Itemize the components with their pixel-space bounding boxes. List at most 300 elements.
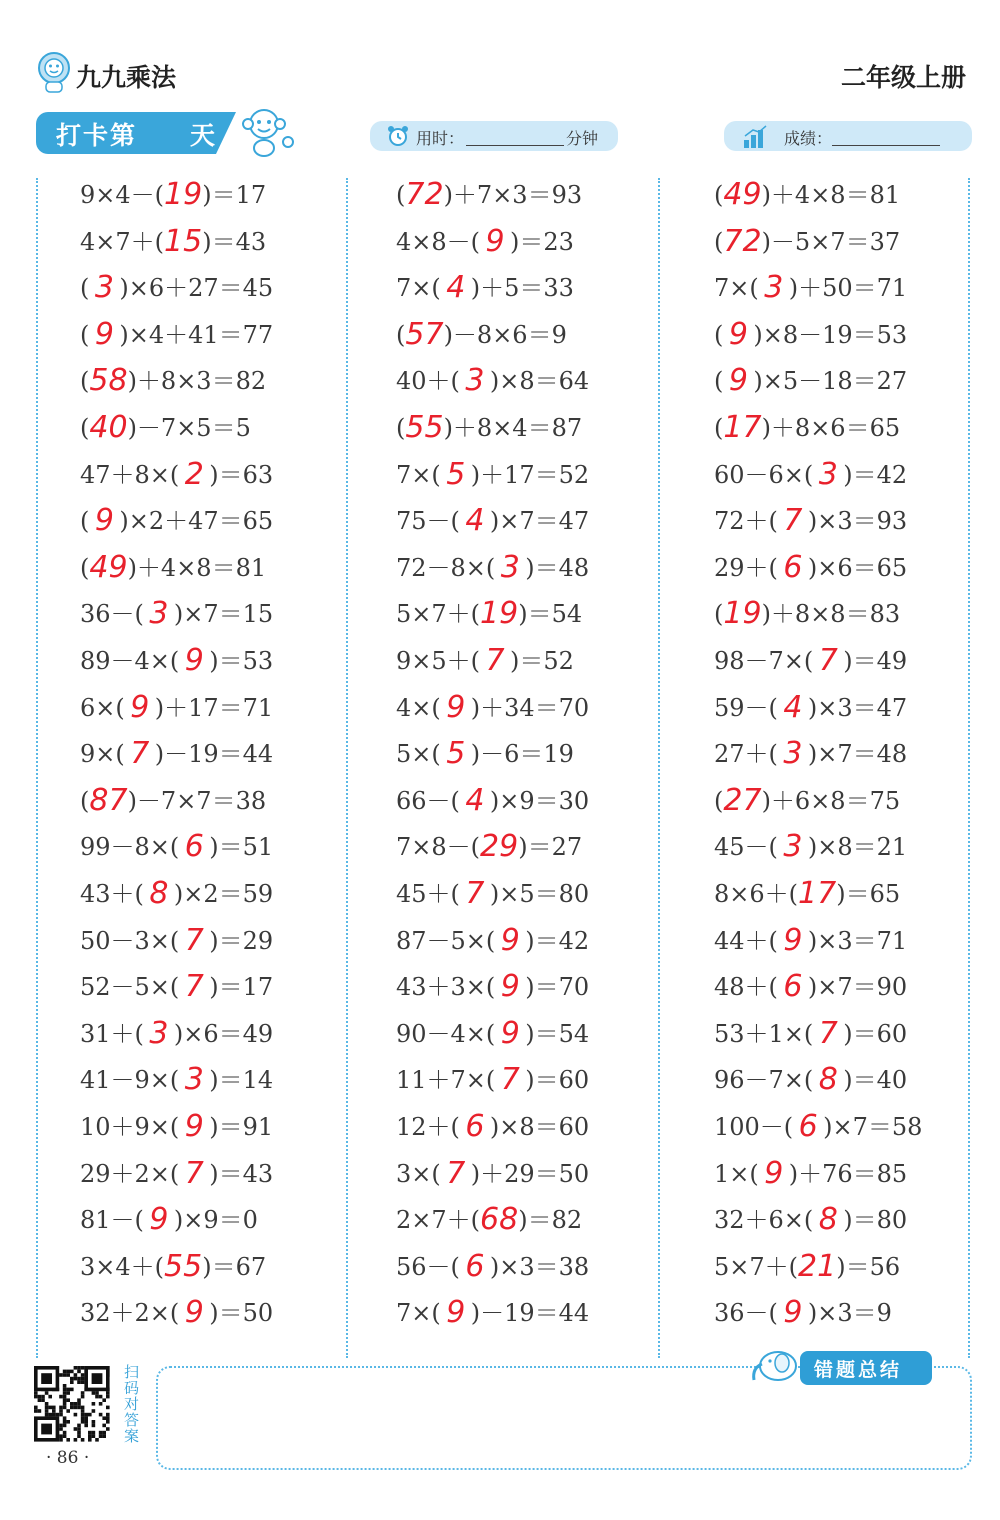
exercise-left-part: 96－7×( xyxy=(714,1066,814,1095)
grade-label: 二年级上册 xyxy=(840,63,966,92)
exercise-right-part: )＝49 xyxy=(843,647,908,675)
exercise-left-part: 41－9×( xyxy=(80,1066,180,1095)
exercise-row xyxy=(80,1057,273,1101)
exercise-right-part: )－7×7＝38 xyxy=(127,786,267,815)
answer-value[interactable]: 7 xyxy=(130,736,150,772)
exercise-left-part: ( xyxy=(80,553,90,582)
exercise-right-part: )＋17＝71 xyxy=(154,693,274,722)
exercise-right-part: )＝91 xyxy=(209,1113,274,1141)
exercise-left-part: 47＋8×( xyxy=(80,460,180,489)
exercise-left-part: 44＋( xyxy=(714,926,778,955)
exercise-left-part: 81－( xyxy=(80,1206,144,1235)
exercise-left-part: 32＋6×( xyxy=(714,1206,814,1235)
exercise-row xyxy=(714,312,907,356)
exercise-left-part: 4×7＋( xyxy=(80,227,165,256)
answer-value[interactable]: 3 xyxy=(149,596,169,632)
exercise-right-part: )＝29 xyxy=(209,926,274,955)
exercise-row xyxy=(80,1151,273,1195)
answer-value[interactable]: 7 xyxy=(184,969,204,1005)
exercise-row xyxy=(714,964,907,1008)
answer-value[interactable]: 19 xyxy=(480,596,519,632)
answer-value[interactable]: 7 xyxy=(184,1155,204,1191)
exercise-left-part: 98－7×( xyxy=(714,647,814,675)
exercise-right-part: )×6＋27＝45 xyxy=(119,274,274,303)
answer-value[interactable]: 6 xyxy=(798,1109,818,1144)
answer-value[interactable]: 9 xyxy=(446,1295,466,1331)
exercise-row xyxy=(80,312,273,356)
answer-value[interactable]: 7 xyxy=(485,643,505,678)
answer-value[interactable]: 9 xyxy=(728,316,748,352)
answer-value[interactable]: 6 xyxy=(465,1248,485,1284)
check-in-label: 打卡第 xyxy=(56,121,138,150)
exercise-right-part: )＋8×3＝82 xyxy=(127,367,267,396)
exercise-row xyxy=(714,265,907,309)
qr-code[interactable] xyxy=(34,1366,118,1444)
exercise-left-part: 6×( xyxy=(80,693,125,722)
answer-value[interactable]: 7 xyxy=(783,503,803,539)
exercise-row xyxy=(396,778,589,822)
answer-value[interactable]: 21 xyxy=(798,1248,837,1284)
exercise-left-part: 5×( xyxy=(396,740,441,769)
exercise-row xyxy=(714,498,907,542)
exercise-row xyxy=(714,405,900,449)
left-border xyxy=(36,178,38,1358)
time-label: 用时： xyxy=(416,129,465,148)
answer-value[interactable]: 7 xyxy=(818,1015,838,1051)
exercise-right-part: )＋76＝85 xyxy=(788,1159,908,1188)
exercise-row xyxy=(396,1104,589,1148)
answer-value[interactable]: 72 xyxy=(723,223,762,259)
exercise-right-part: )＝60 xyxy=(525,1066,590,1095)
exercise-right-part: )×3＝9 xyxy=(807,1299,892,1328)
exercise-right-part: )×6＝49 xyxy=(173,1019,274,1048)
exercise-row xyxy=(80,778,266,822)
exercise-left-part: 52－5×( xyxy=(80,973,180,1002)
exercise-left-part: 89－4×( xyxy=(80,647,180,675)
exercise-left-part: 60－6×( xyxy=(714,460,814,489)
exercise-right-part: )×8＝60 xyxy=(489,1113,590,1141)
exercise-right-part: )－19＝44 xyxy=(154,740,274,769)
answer-value[interactable]: 4 xyxy=(465,503,485,539)
answer-value[interactable]: 9 xyxy=(184,1109,204,1144)
exercise-row xyxy=(80,358,266,402)
exercise-right-part: )＋17＝52 xyxy=(470,460,590,489)
exercise-row xyxy=(80,871,273,915)
exercise-left-part: 12＋( xyxy=(396,1113,460,1141)
exercise-left-part: ( xyxy=(714,320,724,349)
exercise-left-part: ( xyxy=(714,600,724,629)
answer-value[interactable]: 7 xyxy=(446,1155,466,1191)
exercise-row xyxy=(714,1244,900,1288)
exercise-left-part: 11＋7×( xyxy=(396,1066,496,1095)
exercise-row xyxy=(714,1104,922,1148)
exercise-left-part: 50－3×( xyxy=(80,926,180,955)
answer-value[interactable]: 7 xyxy=(465,876,485,911)
exercise-left-part: 45＋( xyxy=(396,880,460,908)
answer-value[interactable]: 7 xyxy=(184,922,204,958)
answer-value[interactable]: 6 xyxy=(184,829,204,865)
answer-value[interactable]: 2 xyxy=(184,456,204,492)
answer-value[interactable]: 87 xyxy=(89,782,128,818)
exercise-left-part: ( xyxy=(714,227,724,256)
exercise-right-part: )＝50 xyxy=(209,1299,274,1328)
answer-value[interactable]: 9 xyxy=(764,1155,784,1191)
exercise-right-part: )×7＝15 xyxy=(173,600,274,629)
answer-value[interactable]: 49 xyxy=(723,177,762,212)
answer-value[interactable]: 58 xyxy=(89,363,128,399)
exercise-right-part: )×7＝58 xyxy=(823,1113,923,1141)
exercise-left-part: 72＋( xyxy=(714,507,778,536)
exercise-left-part: 59－( xyxy=(714,693,778,722)
check-in-day-label: 天 xyxy=(190,121,216,150)
exercise-row xyxy=(714,591,900,635)
answer-value[interactable]: 9 xyxy=(783,1295,803,1331)
exercise-right-part: )＋7×3＝93 xyxy=(443,181,583,209)
exercise-right-part: )×3＝93 xyxy=(807,507,908,536)
exercise-right-part: )＝14 xyxy=(209,1066,274,1095)
exercise-left-part: 7×( xyxy=(396,274,441,303)
exercise-left-part: 75－( xyxy=(396,507,460,536)
elephant-icon xyxy=(748,1346,802,1386)
exercise-right-part: )＋6×8＝75 xyxy=(761,786,901,815)
answer-value[interactable]: 9 xyxy=(184,643,204,678)
exercise-right-part: )＝27 xyxy=(518,833,583,862)
answer-value[interactable]: 49 xyxy=(89,549,128,585)
exercise-right-part: )×2＝59 xyxy=(173,880,274,908)
answer-value[interactable]: 3 xyxy=(149,1015,169,1051)
exercise-left-part: 7×( xyxy=(396,1299,441,1328)
exercise-left-part: 7×( xyxy=(714,274,759,303)
exercise-left-part: 7×( xyxy=(396,460,441,489)
exercise-left-part: 31＋( xyxy=(80,1019,144,1048)
exercise-left-part: 100－( xyxy=(714,1113,794,1141)
exercise-right-part: )＝43 xyxy=(202,227,267,256)
answer-value[interactable]: 4 xyxy=(783,689,803,725)
exercise-left-part: 27＋( xyxy=(714,740,778,769)
exercise-left-part: ( xyxy=(396,320,406,349)
exercise-row xyxy=(80,498,273,542)
exercise-right-part: )＋5＝33 xyxy=(470,274,574,303)
answer-value[interactable]: 7 xyxy=(818,643,838,678)
exercise-left-part: 48＋( xyxy=(714,973,778,1002)
exercise-left-part: 8×6＋( xyxy=(714,880,799,908)
answer-value[interactable]: 57 xyxy=(405,316,444,352)
exercise-left-part: 32＋2×( xyxy=(80,1299,180,1328)
exercise-row xyxy=(714,358,907,402)
exercise-row xyxy=(80,591,273,635)
score-blank-line[interactable] xyxy=(832,145,940,146)
exercise-right-part: )＋34＝70 xyxy=(470,693,590,722)
answer-value[interactable]: 15 xyxy=(164,223,203,259)
exercise-row xyxy=(714,638,907,682)
exercise-row xyxy=(80,638,273,682)
answer-value[interactable]: 3 xyxy=(184,1062,204,1098)
exercise-left-part: 43＋3×( xyxy=(396,973,496,1002)
answer-value[interactable]: 3 xyxy=(764,270,784,306)
exercise-right-part: )＝48 xyxy=(525,553,590,582)
lion-icon xyxy=(34,50,74,94)
exercise-left-part: ( xyxy=(80,507,90,536)
exercise-row xyxy=(396,312,567,356)
exercise-right-part: )＝70 xyxy=(525,973,590,1002)
exercise-right-part: )＋8×8＝83 xyxy=(761,600,901,629)
exercise-right-part: )＝65 xyxy=(836,880,901,908)
exercise-right-part: )＝51 xyxy=(209,833,274,862)
exercise-row xyxy=(80,731,273,775)
answer-value[interactable]: 6 xyxy=(465,1109,485,1144)
exercise-right-part: )×7＝48 xyxy=(807,740,908,769)
scan-answer-label: 扫码对答案 xyxy=(124,1363,140,1445)
exercise-row xyxy=(80,452,273,496)
exercise-left-part: ( xyxy=(714,181,724,209)
exercise-row xyxy=(396,871,589,915)
exercise-right-part: )×6＝65 xyxy=(807,553,908,582)
exercise-right-part: )＋4×8＝81 xyxy=(127,553,267,582)
exercise-left-part: ( xyxy=(714,786,724,815)
exercise-right-part: )＋4×8＝81 xyxy=(761,181,901,209)
answer-value[interactable]: 55 xyxy=(164,1248,203,1284)
exercise-row xyxy=(80,545,266,589)
exercise-left-part: 90－4×( xyxy=(396,1019,496,1048)
answer-value[interactable]: 7 xyxy=(500,1062,520,1098)
exercise-row xyxy=(714,685,907,729)
answer-value[interactable]: 72 xyxy=(405,177,444,212)
exercise-right-part: )＝52 xyxy=(510,647,574,675)
answer-value[interactable]: 68 xyxy=(480,1202,519,1238)
answer-value[interactable]: 3 xyxy=(94,270,114,306)
exercise-row xyxy=(80,1104,273,1148)
exercise-left-part: 4×8－( xyxy=(396,227,481,256)
exercise-left-part: 5×7＋( xyxy=(396,600,481,629)
answer-value[interactable]: 9 xyxy=(500,969,520,1005)
exercise-left-part: 4×( xyxy=(396,693,441,722)
exercise-left-part: ( xyxy=(396,414,406,442)
exercise-right-part: )＝42 xyxy=(525,926,590,955)
exercise-left-part: 9×( xyxy=(80,740,125,769)
answer-value[interactable]: 4 xyxy=(446,270,466,306)
exercise-left-part: ( xyxy=(714,367,724,396)
answer-value[interactable]: 8 xyxy=(818,1202,838,1238)
exercise-row xyxy=(80,1011,273,1055)
exercise-row xyxy=(714,731,907,775)
answer-value[interactable]: 4 xyxy=(465,782,485,818)
exercise-left-part: 36－( xyxy=(714,1299,778,1328)
mistake-summary-label: 错题总结 xyxy=(814,1359,903,1381)
answer-value[interactable]: 9 xyxy=(485,223,505,259)
answer-value[interactable]: 9 xyxy=(500,922,520,958)
exercise-row xyxy=(396,1244,589,1288)
exercise-left-part: 1×( xyxy=(714,1159,759,1188)
exercise-left-part: 9×5＋( xyxy=(396,647,481,675)
exercise-row xyxy=(714,172,900,216)
answer-value[interactable]: 9 xyxy=(149,1202,169,1238)
exercise-row xyxy=(396,219,574,263)
exercise-row xyxy=(80,918,273,962)
time-blank-line[interactable] xyxy=(466,145,564,146)
exercise-right-part: )×5＝80 xyxy=(489,880,590,908)
exercise-row xyxy=(396,964,589,1008)
exercise-right-part: )×8－19＝53 xyxy=(753,320,908,349)
exercise-right-part: )×3＝47 xyxy=(807,693,908,722)
exercise-row xyxy=(396,1197,582,1241)
answer-value[interactable]: 9 xyxy=(446,689,466,725)
answer-value[interactable]: 9 xyxy=(184,1295,204,1331)
exercise-right-part: )＝17 xyxy=(209,973,274,1002)
exercise-right-part: )＝63 xyxy=(209,460,274,489)
exercise-row xyxy=(714,1011,907,1055)
exercise-left-part: 29＋( xyxy=(714,553,778,582)
exercise-right-part: )－7×5＝5 xyxy=(127,414,251,442)
exercise-row xyxy=(80,219,266,263)
exercise-left-part: ( xyxy=(80,274,90,303)
column-divider xyxy=(346,178,348,1358)
exercise-row xyxy=(396,1057,589,1101)
exercise-right-part: )×9＝0 xyxy=(173,1206,258,1235)
answer-value[interactable]: 29 xyxy=(480,829,519,865)
answer-value[interactable]: 9 xyxy=(130,689,150,725)
exercise-left-part: 87－5×( xyxy=(396,926,496,955)
exercise-row xyxy=(714,545,907,589)
exercise-left-part: 53＋1×( xyxy=(714,1019,814,1048)
exercise-row xyxy=(80,824,273,868)
exercise-left-part: 45－( xyxy=(714,833,778,862)
exercise-right-part: )×8＝21 xyxy=(807,833,908,862)
exercise-right-part: )×7＝47 xyxy=(489,507,590,536)
exercise-row xyxy=(714,1151,907,1195)
exercise-right-part: )＝82 xyxy=(518,1206,583,1235)
answer-value[interactable]: 8 xyxy=(818,1062,838,1098)
exercise-row xyxy=(396,824,582,868)
exercise-row xyxy=(80,265,273,309)
exercise-left-part: ( xyxy=(714,414,724,442)
answer-value[interactable]: 9 xyxy=(500,1015,520,1051)
exercise-left-part: 29＋2×( xyxy=(80,1159,180,1188)
exercise-right-part: )×9＝30 xyxy=(489,786,590,815)
answer-value[interactable]: 3 xyxy=(818,456,838,492)
answer-value[interactable]: 9 xyxy=(94,316,114,352)
exercise-row xyxy=(396,638,574,682)
exercise-right-part: )－19＝44 xyxy=(470,1299,590,1328)
exercise-left-part: 3×4＋( xyxy=(80,1252,165,1281)
answer-value[interactable]: 6 xyxy=(783,969,803,1005)
exercise-right-part: )＝23 xyxy=(510,227,574,256)
exercise-right-part: )＝54 xyxy=(525,1019,590,1048)
exercise-row xyxy=(396,498,589,542)
exercise-right-part: )×3＝38 xyxy=(489,1252,590,1281)
exercise-left-part: 7×8－( xyxy=(396,833,481,862)
exercise-right-part: )＝54 xyxy=(518,600,583,629)
exercise-right-part: )×2＋47＝65 xyxy=(119,507,274,536)
answer-value[interactable]: 6 xyxy=(783,549,803,585)
exercise-left-part: 56－( xyxy=(396,1252,460,1281)
exercise-left-part: ( xyxy=(80,786,90,815)
exercise-right-part: )×4＋41＝77 xyxy=(119,320,274,349)
answer-value[interactable]: 17 xyxy=(723,410,762,445)
answer-value[interactable]: 19 xyxy=(723,596,762,632)
exercise-row xyxy=(714,918,907,962)
book-title: 九九乘法 xyxy=(76,63,177,92)
answer-value[interactable]: 19 xyxy=(164,177,203,212)
exercise-right-part: )×5－18＝27 xyxy=(753,367,908,396)
exercise-right-part: )＝40 xyxy=(843,1066,908,1095)
column-divider xyxy=(658,178,660,1358)
exercise-row xyxy=(396,731,574,775)
exercise-left-part: 66－( xyxy=(396,786,460,815)
answer-value[interactable]: 5 xyxy=(446,456,466,492)
exercise-right-part: )－6＝19 xyxy=(470,740,574,769)
exercise-right-part: )＋8×6＝65 xyxy=(761,414,901,442)
answer-value[interactable]: 5 xyxy=(446,736,466,772)
exercise-left-part: 99－8×( xyxy=(80,833,180,862)
exercise-right-part: )＝42 xyxy=(843,460,908,489)
answer-value[interactable]: 3 xyxy=(465,363,485,399)
page-number: · 86 · xyxy=(46,1448,90,1468)
right-border xyxy=(968,178,970,1358)
answer-value[interactable]: 8 xyxy=(149,876,169,911)
exercise-left-part: 2×7＋( xyxy=(396,1206,481,1235)
answer-value[interactable]: 9 xyxy=(728,363,748,399)
exercise-right-part: )＋50＝71 xyxy=(788,274,908,303)
exercise-row xyxy=(80,1290,273,1334)
exercise-row xyxy=(714,824,907,868)
exercise-row xyxy=(396,358,589,402)
answer-value[interactable]: 3 xyxy=(500,549,520,585)
exercise-row xyxy=(396,685,589,729)
exercise-row xyxy=(80,405,251,449)
answer-value[interactable]: 9 xyxy=(783,922,803,958)
answer-value[interactable]: 3 xyxy=(783,829,803,865)
score-label: 成绩： xyxy=(784,129,833,148)
exercise-right-part: )＝53 xyxy=(209,647,274,675)
exercise-row xyxy=(714,1290,892,1334)
exercise-right-part: )＝43 xyxy=(209,1159,274,1188)
exercise-row xyxy=(80,1197,258,1241)
exercise-row xyxy=(714,1197,907,1241)
exercise-row xyxy=(80,1244,266,1288)
exercise-left-part: 9×4－( xyxy=(80,181,165,209)
exercise-left-part: 40＋( xyxy=(396,367,460,396)
exercise-row xyxy=(396,452,589,496)
exercise-left-part: ( xyxy=(80,414,90,442)
exercise-row xyxy=(396,405,582,449)
exercise-row xyxy=(396,918,589,962)
exercise-left-part: 10＋9×( xyxy=(80,1113,180,1141)
exercise-right-part: )×7＝90 xyxy=(807,973,908,1002)
exercise-row xyxy=(396,591,582,635)
exercise-left-part: 5×7＋( xyxy=(714,1252,799,1281)
exercise-row xyxy=(714,452,907,496)
answer-value[interactable]: 55 xyxy=(405,410,444,445)
answer-value[interactable]: 17 xyxy=(798,876,837,911)
exercise-right-part: )×8＝64 xyxy=(489,367,590,396)
answer-value[interactable]: 3 xyxy=(783,736,803,772)
exercise-row xyxy=(714,871,900,915)
exercise-row xyxy=(80,964,273,1008)
exercise-row xyxy=(714,778,900,822)
answer-value[interactable]: 27 xyxy=(723,782,762,818)
answer-value[interactable]: 9 xyxy=(94,503,114,539)
exercise-left-part: ( xyxy=(396,181,406,209)
exercise-right-part: )－5×7＝37 xyxy=(761,227,901,256)
exercise-right-part: )＝80 xyxy=(843,1206,908,1235)
clock-icon xyxy=(386,124,410,148)
exercise-left-part: 72－8×( xyxy=(396,553,496,582)
time-unit: 分钟 xyxy=(566,129,599,148)
exercise-right-part: )＋29＝50 xyxy=(470,1159,590,1188)
exercise-right-part: )＝60 xyxy=(843,1019,908,1048)
answer-value[interactable]: 40 xyxy=(89,410,128,445)
exercise-left-part: 36－( xyxy=(80,600,144,629)
